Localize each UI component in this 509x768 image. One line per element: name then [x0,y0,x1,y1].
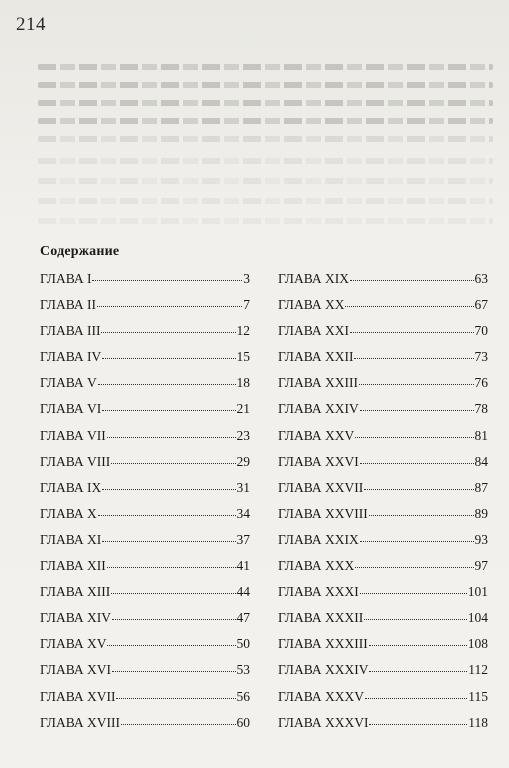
toc-entry-page: 70 [474,323,488,339]
toc-entry-page: 21 [236,401,250,417]
toc-title: Содержание [40,244,120,259]
toc-entry-page: 41 [236,558,250,574]
toc-entry [40,532,250,558]
toc-entry [40,636,250,662]
toc-entry-label: ГЛАВА XXIII [278,375,358,391]
toc-leader-dots [112,610,236,620]
toc-leader-dots [111,454,235,464]
toc-entry-label: ГЛАВА XXIV [278,401,359,417]
toc-entry-page: 47 [236,610,250,626]
page-number: 214 [16,14,46,35]
toc-entry-label: ГЛАВА XXI [278,323,349,339]
toc-entry-label: ГЛАВА XXXII [278,610,364,626]
toc-entry-label: ГЛАВА III [40,323,101,339]
toc-leader-dots [369,636,467,646]
toc-entry-page: 78 [474,401,488,417]
toc-leader-dots [98,506,236,516]
toc-entry-page: 3 [243,271,250,286]
toc-entry-page: 104 [467,610,488,626]
show-through-line [38,100,493,106]
toc-entry [278,689,488,715]
toc-entry [40,689,250,715]
toc-column-right [278,271,488,741]
toc-entry [40,610,250,636]
toc-entry [278,480,488,506]
toc-leader-dots [102,349,235,359]
toc-entry [40,584,250,610]
toc-leader-dots [350,323,474,333]
toc-entry [278,506,488,532]
toc-leader-dots [360,401,474,411]
toc-entry-label: ГЛАВА V [40,375,97,391]
toc-entry-label: ГЛАВА I [40,271,92,286]
toc-entry-page: 44 [236,584,250,600]
toc-entry [278,662,488,688]
toc-entry-page: 34 [236,505,250,521]
toc-entry [278,584,488,610]
show-through-line [38,198,493,204]
toc-leader-dots [355,428,473,438]
toc-column-left [40,271,250,741]
toc-leader-dots [102,401,235,411]
toc-entry-page: 31 [236,479,250,495]
toc-leader-dots [364,480,473,490]
toc-entry-page: 53 [236,662,250,678]
toc-entry-label: ГЛАВА X [40,505,97,521]
toc-entry-label: ГЛАВА XI [40,531,102,547]
toc-leader-dots [360,454,474,464]
toc-entry [278,271,488,297]
toc-entry [40,375,250,401]
toc-entry [278,428,488,454]
toc-leader-dots [369,506,474,516]
toc-entry-label: ГЛАВА XV [40,636,107,652]
toc-leader-dots [360,584,467,594]
toc-entry-label: ГЛАВА XXXIII [278,636,368,652]
show-through-line [38,136,493,142]
toc-entry-label: ГЛАВА XX [278,297,345,313]
toc-entry-page: 93 [474,531,488,547]
toc-entry-label: ГЛАВА XXII [278,349,354,365]
toc-entry-page: 60 [236,714,250,730]
show-through-line [38,118,493,124]
toc-entry-label: ГЛАВА XVIII [40,714,120,730]
toc-entry-label: ГЛАВА XXV [278,427,355,443]
toc-entry-page: 56 [236,688,250,704]
toc-entry-page: 108 [467,636,488,652]
toc-entry-page: 67 [474,297,488,313]
toc-entry-label: ГЛАВА IV [40,349,102,365]
toc-entry [278,532,488,558]
show-through-line [38,218,493,224]
toc-entry-label: ГЛАВА VI [40,401,102,417]
toc-leader-dots [364,610,467,620]
toc-leader-dots [102,532,235,542]
toc-leader-dots [92,271,242,281]
toc-entry-label: ГЛАВА XXIX [278,531,359,547]
toc-entry-label: ГЛАВА XXXVI [278,714,369,730]
toc-entry [278,401,488,427]
toc-entry-page: 81 [474,427,488,443]
toc-entry [40,558,250,584]
toc-leader-dots [359,375,474,385]
toc-entry-page: 7 [243,297,250,313]
toc-leader-dots [350,271,474,281]
toc-entry [40,401,250,427]
toc-entry-page: 87 [474,479,488,495]
toc-leader-dots [116,689,235,699]
toc-leader-dots [369,662,467,672]
toc-leader-dots [102,480,235,490]
toc-entry [278,349,488,375]
toc-entry-label: ГЛАВА XIV [40,610,111,626]
toc-entry [40,271,250,297]
toc-entry [278,297,488,323]
toc-leader-dots [101,323,235,333]
toc-entry-page: 37 [236,531,250,547]
toc-leader-dots [360,532,474,542]
toc-entry [40,454,250,480]
toc-entry [40,506,250,532]
toc-leader-dots [97,297,242,307]
toc-entry-label: ГЛАВА XXXI [278,584,359,600]
toc-entry-label: ГЛАВА XXVI [278,453,359,469]
toc-entry-label: ГЛАВА XXXV [278,688,364,704]
toc-entry-page: 18 [236,375,250,391]
toc-leader-dots [107,558,236,568]
toc-entry [278,558,488,584]
toc-entry [40,349,250,375]
toc-entry-label: ГЛАВА XII [40,558,106,574]
toc-entry [278,323,488,349]
toc-entry-label: ГЛАВА XVI [40,662,111,678]
toc-leader-dots [355,558,473,568]
toc-entry-page: 76 [474,375,488,391]
toc-entry-page: 115 [468,688,488,704]
toc-entry-label: ГЛАВА XVII [40,688,116,704]
show-through-line [38,158,493,164]
toc-entry-page: 29 [236,453,250,469]
toc-entry-page: 15 [236,349,250,365]
toc-leader-dots [107,428,236,438]
toc-entry [40,323,250,349]
toc-leader-dots [345,297,473,307]
show-through-line [38,64,493,70]
toc-entry-label: ГЛАВА XXX [278,558,355,574]
toc-entry [278,715,488,741]
toc-entry-label: ГЛАВА II [40,297,96,313]
toc-entry [278,375,488,401]
toc-entry-page: 73 [474,349,488,365]
toc-leader-dots [369,715,467,725]
toc-entry-page: 97 [474,558,488,574]
toc-entry-label: ГЛАВА XXVIII [278,505,368,521]
toc-entry [40,715,250,741]
toc-entry [40,428,250,454]
toc-entry-page: 50 [236,636,250,652]
toc-entry-page: 63 [474,271,488,286]
toc-entry-label: ГЛАВА XIII [40,584,111,600]
toc-entry-page: 23 [236,427,250,443]
toc-entry-page: 89 [474,505,488,521]
toc-entry-label: ГЛАВА VII [40,427,106,443]
toc-leader-dots [354,349,473,359]
toc-entry-label: ГЛАВА VIII [40,453,111,469]
toc-entry-page: 118 [468,714,488,730]
toc-leader-dots [111,584,235,594]
toc-entry-page: 112 [468,662,488,678]
show-through-line [38,178,493,184]
toc-entry-label: ГЛАВА XXXIV [278,662,369,678]
toc-entry-label: ГЛАВА XXVII [278,479,364,495]
toc-entry-label: ГЛАВА XIX [278,271,349,286]
toc-leader-dots [121,715,236,725]
toc-entry [40,662,250,688]
toc-leader-dots [98,375,236,385]
toc-entry [278,454,488,480]
toc-entry-page: 101 [467,584,488,600]
toc-entry [40,297,250,323]
toc-entry-page: 12 [236,323,250,339]
toc-entry [278,636,488,662]
toc-leader-dots [107,636,235,646]
show-through-line [38,82,493,88]
toc-leader-dots [112,662,236,672]
toc-entry-label: ГЛАВА IX [40,479,102,495]
toc-leader-dots [365,689,467,699]
toc-entry [278,610,488,636]
toc-entry [40,480,250,506]
toc-entry-page: 84 [474,453,488,469]
